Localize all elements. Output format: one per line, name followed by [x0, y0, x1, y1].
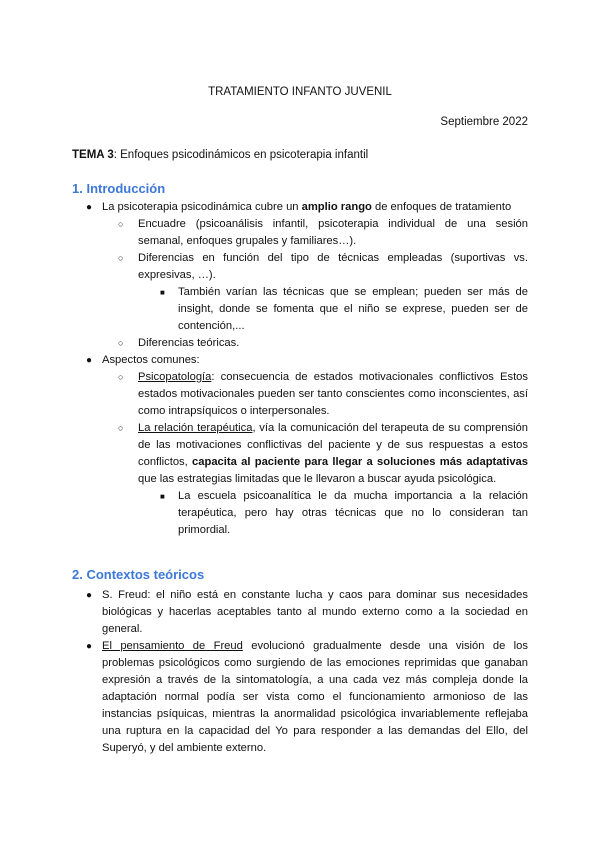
- bullet-icon: ●: [86, 641, 93, 652]
- section-heading-contextos-teoricos: 2. Contextos teóricos: [72, 567, 205, 582]
- section-body-introduccion: [72, 199, 528, 539]
- document-date: Septiembre 2022: [440, 116, 528, 128]
- list-item: [72, 638, 528, 757]
- list-item: [72, 199, 528, 216]
- list-item: [72, 587, 528, 638]
- item-text: de enfoques de tratamiento: [371, 201, 512, 213]
- item-text: Aspectos comunes:: [102, 354, 200, 366]
- circle-bullet-icon: ○: [118, 253, 124, 263]
- list-item: [72, 216, 528, 250]
- list-item: [72, 420, 528, 488]
- item-text: La escuela psicoanalítica le da mucha importancia a la relación terapéutica, pero hay otras técnicas que no lo consideran tan primordial.: [178, 490, 528, 536]
- item-underlined: El pensamiento de Freud: [102, 640, 243, 652]
- topic-title: : Enfoques psicodinámicos en psicoterapia infantil: [113, 149, 369, 161]
- item-text: La psicoterapia psicodinámica cubre un: [102, 201, 302, 213]
- circle-bullet-icon: ○: [118, 338, 124, 348]
- square-bullet-icon: ■: [160, 492, 165, 501]
- item-text: , vía la comunicación del terapeuta de su comprensión de las motivaciones conflictivas del paciente y de sus respuestas a estos conflictos,: [138, 422, 528, 468]
- item-text: : consecuencia de estados motivacionales conflictivos Estos estados motivacionales pueden ser tanto conscientes como inconscientes, así como intrapsíquicos o interpersonales.: [138, 371, 528, 417]
- topic-line: [72, 147, 368, 164]
- section-heading-introduccion: 1. Introducción: [72, 181, 166, 196]
- item-text: Diferencias en función del tipo de técnicas empleadas (suportivas vs. expresivas, …).: [138, 252, 528, 281]
- item-bold: capacita al paciente para llegar a soluciones más adaptativas: [192, 456, 528, 468]
- section-body-contextos-teoricos: [72, 587, 528, 757]
- item-text: Encuadre (psicoanálisis infantil, psicoterapia individual de una sesión semanal, enfoques grupales y familiares…).: [138, 218, 528, 247]
- circle-bullet-icon: ○: [118, 219, 124, 229]
- list-item: [72, 335, 528, 352]
- item-text: evolucionó gradualmente desde una visión de los problemas psicológicos como surgiendo de las emociones reprimidas que ganaban expresión a través de la sintomatología, a una cada vez más compleja donde la adaptación normal podía ser vista como el funcionamiento armonioso de las instancias psíquicas, mientras la anormalidad psicológica invariablemente reflejaba una ruptura en la capacidad del Yo para responder a las demandas del Ello, del Superyó, y del ambiente externo.: [102, 640, 528, 754]
- item-underlined: Psicopatología: [138, 371, 212, 383]
- bullet-icon: ●: [86, 590, 93, 601]
- circle-bullet-icon: ○: [118, 372, 124, 382]
- list-item: [72, 369, 528, 420]
- item-text: También varían las técnicas que se emplean; pueden ser más de insight, donde se fomenta que el niño se exprese, pueden ser de contención,...: [178, 286, 528, 332]
- list-item: [72, 488, 528, 539]
- list-item: [72, 250, 528, 284]
- item-bold: amplio rango: [301, 201, 372, 213]
- item-underlined: La relación terapéutica: [138, 422, 253, 434]
- item-text: Diferencias teóricas.: [138, 337, 240, 349]
- item-text: S. Freud: el niño está en constante lucha y caos para dominar sus necesidades biológicas y hacerlas aceptables tanto al mundo externo como a la sociedad en general.: [102, 589, 528, 635]
- topic-label: TEMA 3: [72, 149, 114, 161]
- list-item: [72, 284, 528, 335]
- document-title: TRATAMIENTO INFANTO JUVENIL: [208, 86, 392, 98]
- list-item: [72, 352, 528, 369]
- circle-bullet-icon: ○: [118, 423, 124, 433]
- bullet-icon: ●: [86, 355, 93, 366]
- bullet-icon: ●: [86, 202, 93, 213]
- item-text: que las estrategias limitadas que le llevaron a buscar ayuda psicológica.: [138, 473, 497, 485]
- square-bullet-icon: ■: [160, 288, 165, 297]
